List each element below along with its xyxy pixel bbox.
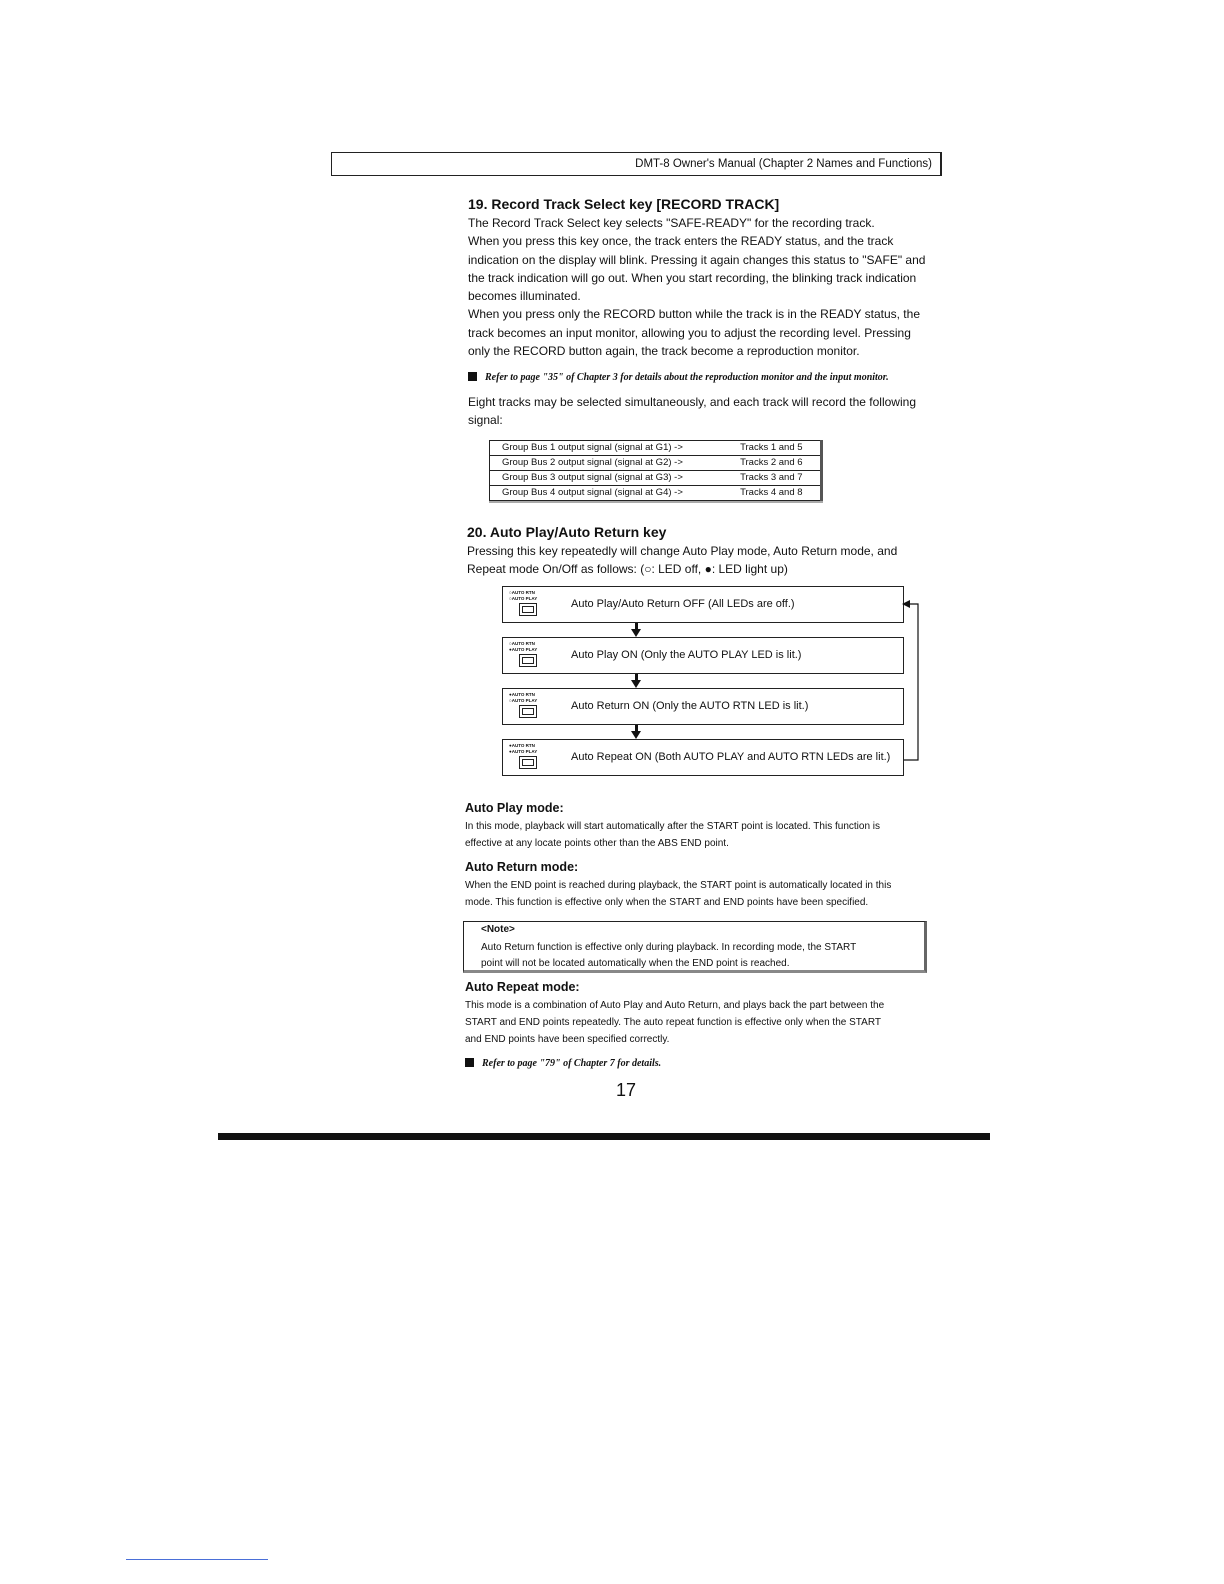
table-cell-tracks: Tracks 2 and 6 [728,456,820,471]
text-line: Eight tracks may be selected simultaneously, and each track will record the following [468,395,916,409]
text-line: In this mode, playback will start automatically after the START point is located. This function is [465,821,881,832]
divider [126,1559,268,1560]
mode-box-off [502,586,904,623]
auto-play-key-icon [509,590,553,620]
text-line: the track indication will go out. When you start recording, the blinking track indication [468,270,917,285]
signal-table [489,440,823,501]
auto-play-key-icon [509,692,553,722]
text-line: indication on the display will blink. Pressing it again changes this status to "SAFE" and [468,252,926,267]
eight-tracks-text [468,393,946,430]
reference-note [465,1058,661,1069]
note-body [481,940,856,972]
table-row [490,471,820,486]
mode-box-return [502,688,904,725]
table-cell-source: Group Bus 2 output signal (signal at G2) -> [490,456,728,471]
flow-arrowhead-icon [631,629,641,637]
led-rtn-label: ○AUTO RTN [509,641,535,646]
table-cell-tracks: Tracks 1 and 5 [728,441,820,456]
mode-label: Auto Play ON (Only the AUTO PLAY LED is lit.) [571,649,802,661]
header-title: DMT-8 Owner's Manual (Chapter 2 Names and Functions) [635,158,932,170]
table-cell-tracks: Tracks 3 and 7 [728,471,820,486]
reference-text: Refer to page "35" of Chapter 3 for details about the reproduction monitor and the input monitor. [485,372,889,383]
auto-play-key-icon [509,743,553,773]
led-rtn-label: ●AUTO RTN [509,692,535,697]
square-bullet-icon [465,1058,474,1067]
text-line: becomes illuminated. [468,289,581,304]
table-cell-source: Group Bus 3 output signal (signal at G3) -> [490,471,728,486]
text-line: Repeat mode On/Off as follows: (○: LED off, ●: LED light up) [467,562,788,577]
text-line: The Record Track Select key selects "SAFE-READY" for the recording track. [468,216,875,230]
text-line: mode. This function is effective only when the START and END points have been specified. [465,897,869,908]
text-line: effective at any locate points other than the ABS END point. [465,838,729,849]
table-cell-source: Group Bus 1 output signal (signal at G1) -> [490,441,728,456]
auto-play-heading: Auto Play mode: [465,801,564,815]
section-19-heading: 19. Record Track Select key [RECORD TRACK] [468,196,780,212]
text-line: Auto Return function is effective only during playback. In recording mode, the START [481,942,857,953]
mode-label: Auto Play/Auto Return OFF (All LEDs are off.) [571,598,795,610]
mode-box-play [502,637,904,674]
table-row [490,456,820,471]
note-title: <Note> [481,924,515,935]
text-line: This mode is a combination of Auto Play and Auto Return, and plays back the part between the [465,1000,885,1011]
auto-play-key-icon [509,641,553,671]
square-bullet-icon [468,372,477,381]
text-line: only the RECORD button again, the track become a reproduction monitor. [468,344,860,359]
loop-return-arrow-icon [900,596,924,762]
text-line: point will not be located automatically when the END point is reached. [481,958,790,969]
table-cell-source: Group Bus 4 output signal (signal at G4) -> [490,486,728,501]
table-row [490,486,820,501]
text-line: START and END points repeatedly. The auto repeat function is effective only when the START [465,1017,881,1028]
mode-box-repeat [502,739,904,776]
table-row [490,441,820,456]
mode-label: Auto Repeat ON (Both AUTO PLAY and AUTO RTN LEDs are lit.) [571,751,891,763]
note-box [463,921,927,973]
led-play-label: ●AUTO PLAY [509,749,538,754]
page-number: 17 [616,1080,637,1100]
led-play-label: ○AUTO PLAY [509,698,538,703]
text-line: track becomes an input monitor, allowing you to adjust the recording level. Pressing [468,325,911,340]
auto-play-body [465,818,945,852]
text-line: When the END point is reached during playback, the START point is automatically located in this [465,880,892,891]
page-header [331,152,942,176]
bottom-rule [218,1133,990,1140]
led-play-label: ●AUTO PLAY [509,647,538,652]
reference-text: Refer to page "79" of Chapter 7 for details. [482,1058,662,1069]
text-line: When you press this key once, the track enters the READY status, and the track [468,234,894,249]
text-line: and END points have been specified correctly. [465,1034,670,1045]
flow-arrowhead-icon [631,680,641,688]
auto-repeat-heading: Auto Repeat mode: [465,980,580,994]
flow-arrowhead-icon [631,731,641,739]
auto-repeat-body [465,997,945,1048]
mode-label: Auto Return ON (Only the AUTO RTN LED is lit.) [571,700,809,712]
led-play-label: ○AUTO PLAY [509,596,538,601]
text-line: When you press only the RECORD button while the track is in the READY status, the [468,307,920,322]
text-line: Pressing this key repeatedly will change Auto Play mode, Auto Return mode, and [467,544,898,558]
reference-note [468,372,889,383]
table-cell-tracks: Tracks 4 and 8 [728,486,820,501]
section-20-heading: 20. Auto Play/Auto Return key [467,524,667,540]
section-20-body [467,542,945,579]
text-line: signal: [468,413,503,428]
led-rtn-label: ○AUTO RTN [509,590,535,595]
auto-return-heading: Auto Return mode: [465,860,579,874]
section-19-body [468,214,946,360]
led-rtn-label: ●AUTO RTN [509,743,535,748]
auto-return-body [465,877,945,911]
